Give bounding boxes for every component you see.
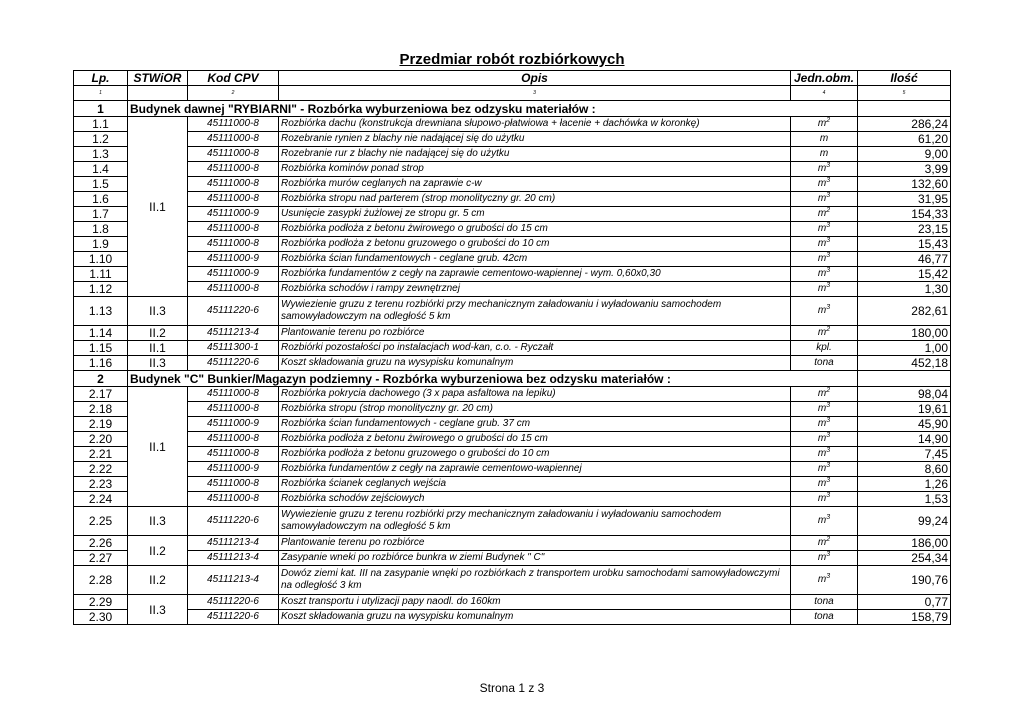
table-row — [74, 252, 951, 267]
unit-label: m — [817, 448, 827, 459]
item-number: 1.4 — [74, 162, 128, 177]
cpv-code: 45111213-4 — [188, 536, 279, 551]
unit-label: m — [817, 463, 827, 474]
item-number: 1.6 — [74, 192, 128, 207]
unit-cell — [791, 222, 858, 237]
unit-exponent: 3 — [826, 447, 831, 454]
table-row — [74, 566, 951, 595]
item-description: Rozbiórka schodów i rampy zewnętrznej — [279, 282, 791, 297]
header-ilosc: Ilość — [858, 71, 951, 86]
item-number: 2.28 — [74, 566, 128, 595]
demolition-bill-table — [73, 70, 951, 625]
item-number: 2.19 — [74, 417, 128, 432]
quantity: 254,34 — [858, 551, 951, 566]
item-number: 2.23 — [74, 477, 128, 492]
item-number: 1.7 — [74, 207, 128, 222]
item-number: 1.15 — [74, 341, 128, 356]
table-row — [74, 462, 951, 477]
item-number: 2.25 — [74, 507, 128, 536]
table-body — [74, 101, 951, 625]
item-number: 1.3 — [74, 147, 128, 162]
quantity: 23,15 — [858, 222, 951, 237]
quantity: 8,60 — [858, 462, 951, 477]
unit-cell — [791, 492, 858, 507]
unit-cell — [791, 432, 858, 447]
unit-cell — [791, 507, 858, 536]
cpv-code: 45111000-8 — [188, 222, 279, 237]
item-number: 1.12 — [74, 282, 128, 297]
section-qty-cell — [858, 101, 951, 117]
unit-label: m — [817, 478, 827, 489]
cpv-code: 45111000-9 — [188, 417, 279, 432]
unit-cell — [791, 341, 858, 356]
unit-cell — [791, 477, 858, 492]
unit-exponent: 3 — [826, 267, 831, 274]
table-row — [74, 222, 951, 237]
table-row — [74, 417, 951, 432]
cpv-code: 45111000-9 — [188, 252, 279, 267]
quantity: 1,30 — [858, 282, 951, 297]
unit-exponent: 3 — [826, 252, 831, 259]
unit-cell — [791, 237, 858, 252]
unit-exponent: 3 — [826, 551, 831, 558]
unit-label: m — [817, 268, 827, 279]
item-description: Rozbiórka ścianek ceglanych wejścia — [279, 477, 791, 492]
column-number-row — [74, 86, 951, 101]
table-row — [74, 610, 951, 625]
item-number: 1.8 — [74, 222, 128, 237]
item-number: 1.13 — [74, 297, 128, 326]
table-row — [74, 207, 951, 222]
table-row — [74, 492, 951, 507]
table-row — [74, 177, 951, 192]
item-number: 2.20 — [74, 432, 128, 447]
cpv-code: 45111000-8 — [188, 177, 279, 192]
unit-exponent: 3 — [826, 282, 831, 289]
quantity: 1,00 — [858, 341, 951, 356]
unit-cell — [791, 282, 858, 297]
unit-cell — [791, 417, 858, 432]
header-lp: Lp. — [74, 71, 128, 86]
unit-cell — [791, 356, 858, 371]
unit-label: m — [817, 327, 827, 338]
item-number: 2.22 — [74, 462, 128, 477]
section-title: Budynek "C" Bunkier/Magazyn podziemny - Rozbórka wyburzeniowa bez odzysku materiałów : — [128, 371, 858, 387]
header-kod-cpv: Kod CPV — [188, 71, 279, 86]
unit-label: m — [817, 118, 827, 129]
unit-cell — [791, 207, 858, 222]
quantity: 0,77 — [858, 595, 951, 610]
unit-label: m — [817, 418, 827, 429]
quantity: 158,79 — [858, 610, 951, 625]
unit-label: m — [819, 133, 829, 144]
table-row — [74, 132, 951, 147]
quantity: 190,76 — [858, 566, 951, 595]
cpv-code: 45111000-8 — [188, 492, 279, 507]
item-description: Plantowanie terenu po rozbiórce — [279, 326, 791, 341]
unit-label: tona — [814, 357, 834, 368]
item-description: Rozbiórka murów ceglanych na zaprawie c-w — [279, 177, 791, 192]
item-description: Koszt składowania gruzu na wysypisku komunalnym — [279, 610, 791, 625]
cpv-code: 45111000-8 — [188, 432, 279, 447]
quantity: 286,24 — [858, 117, 951, 132]
cpv-code: 45111000-8 — [188, 402, 279, 417]
item-number: 2.29 — [74, 595, 128, 610]
header-opis: Opis — [279, 71, 791, 86]
item-description: Rozbiórka fundamentów z cegły na zaprawie cementowo-wapiennej - wym. 0,60x0,30 — [279, 267, 791, 282]
item-number: 2.18 — [74, 402, 128, 417]
cpv-code: 45111000-8 — [188, 447, 279, 462]
cpv-code: 45111000-9 — [188, 267, 279, 282]
item-description: Usunięcie zasypki żużlowej ze stropu gr. 5 cm — [279, 207, 791, 222]
unit-cell — [791, 462, 858, 477]
unit-cell — [791, 402, 858, 417]
item-number: 2.24 — [74, 492, 128, 507]
unit-exponent: 2 — [826, 326, 831, 333]
unit-exponent: 3 — [826, 222, 831, 229]
unit-cell — [791, 132, 858, 147]
unit-cell — [791, 252, 858, 267]
unit-exponent: 3 — [826, 573, 831, 580]
cpv-code: 45111000-8 — [188, 192, 279, 207]
unit-label: m — [817, 537, 827, 548]
section-qty-cell — [858, 371, 951, 387]
section-number: 1 — [74, 101, 128, 117]
item-description: Zasypanie wneki po rozbiórce bunkra w ziemi Budynek " C" — [279, 551, 791, 566]
unit-label: m — [817, 253, 827, 264]
table-row — [74, 432, 951, 447]
item-description: Wywiezienie gruzu z terenu rozbiórki przy mechanicznym załadowaniu i wyładowaniu samochodem samowyładowczym na odległość 5 km — [279, 507, 791, 536]
unit-label: m — [817, 515, 827, 526]
quantity: 15,43 — [858, 237, 951, 252]
cpv-code: 45111000-8 — [188, 237, 279, 252]
column-number: 5 — [858, 86, 951, 101]
unit-exponent: 3 — [826, 177, 831, 184]
unit-cell — [791, 326, 858, 341]
unit-exponent: 3 — [826, 304, 831, 311]
table-row — [74, 387, 951, 402]
unit-exponent: 2 — [826, 207, 831, 214]
stwior-code: II.3 — [128, 297, 188, 326]
quantity: 7,45 — [858, 447, 951, 462]
quantity: 46,77 — [858, 252, 951, 267]
unit-cell — [791, 192, 858, 207]
stwior-code: II.2 — [128, 326, 188, 341]
item-description: Koszt składowania gruzu na wysypisku komunalnym — [279, 356, 791, 371]
unit-label: kpl. — [816, 342, 832, 353]
table-row — [74, 282, 951, 297]
unit-label: m — [817, 388, 827, 399]
unit-label: tona — [814, 611, 834, 622]
item-description: Rozebranie rur z blachy nie nadającej się do użytku — [279, 147, 791, 162]
cpv-code: 45111213-4 — [188, 566, 279, 595]
item-description: Rozbiórka stropu nad parterem (strop monolityczny gr. 20 cm) — [279, 192, 791, 207]
cpv-code: 45111300-1 — [188, 341, 279, 356]
unit-label: m — [817, 433, 827, 444]
quantity: 282,61 — [858, 297, 951, 326]
section-number: 2 — [74, 371, 128, 387]
item-description: Plantowanie terenu po rozbiórce — [279, 536, 791, 551]
column-number — [128, 86, 188, 101]
unit-exponent: 3 — [826, 492, 831, 499]
unit-exponent: 3 — [826, 192, 831, 199]
item-description: Rozbiórka ścian fundamentowych - ceglane grub. 42cm — [279, 252, 791, 267]
stwior-code: II.1 — [128, 341, 188, 356]
cpv-code: 45111220-6 — [188, 507, 279, 536]
item-description: Rozbiórka ścian fundamentowych - ceglane grub. 37 cm — [279, 417, 791, 432]
item-description: Rozbiórka podłoża z betonu żwirowego o grubości do 15 cm — [279, 432, 791, 447]
unit-cell — [791, 297, 858, 326]
stwior-code: II.2 — [128, 566, 188, 595]
table-row — [74, 595, 951, 610]
quantity: 61,20 — [858, 132, 951, 147]
item-number: 1.1 — [74, 117, 128, 132]
quantity: 1,53 — [858, 492, 951, 507]
unit-exponent: 3 — [826, 402, 831, 409]
quantity: 1,26 — [858, 477, 951, 492]
cpv-code: 45111000-9 — [188, 207, 279, 222]
quantity: 15,42 — [858, 267, 951, 282]
quantity: 31,95 — [858, 192, 951, 207]
item-number: 2.26 — [74, 536, 128, 551]
column-number: 3 — [279, 86, 791, 101]
unit-cell — [791, 162, 858, 177]
table-row — [74, 536, 951, 551]
item-description: Rozbiórka dachu (konstrukcja drewniana słupowo-płatwiowa + łacenie + dachówka w koronkę) — [279, 117, 791, 132]
page-number: Strona 1 z 3 — [479, 681, 545, 695]
unit-exponent: 2 — [826, 387, 831, 394]
stwior-code: II.1 — [128, 117, 188, 297]
table-row — [74, 402, 951, 417]
item-number: 1.9 — [74, 237, 128, 252]
item-number: 1.5 — [74, 177, 128, 192]
cpv-code: 45111213-4 — [188, 326, 279, 341]
item-number: 2.27 — [74, 551, 128, 566]
item-description: Rozbiórka stropu (strop monolityczny gr. 20 cm) — [279, 402, 791, 417]
header-jedn-obm: Jedn.obm. — [791, 71, 858, 86]
column-number: 2 — [188, 86, 279, 101]
unit-exponent: 3 — [826, 162, 831, 169]
header-row — [74, 71, 951, 86]
cpv-code: 45111000-8 — [188, 477, 279, 492]
unit-label: tona — [814, 596, 834, 607]
item-number: 1.11 — [74, 267, 128, 282]
cpv-code: 45111000-9 — [188, 462, 279, 477]
column-number: 1 — [74, 86, 128, 101]
unit-cell — [791, 267, 858, 282]
unit-label: m — [819, 148, 829, 159]
unit-cell — [791, 177, 858, 192]
cpv-code: 45111000-8 — [188, 162, 279, 177]
unit-label: m — [817, 223, 827, 234]
quantity: 180,00 — [858, 326, 951, 341]
unit-exponent: 3 — [826, 462, 831, 469]
item-description: Koszt transportu i utylizacji papy naodl. do 160km — [279, 595, 791, 610]
unit-cell — [791, 551, 858, 566]
unit-label: m — [817, 178, 827, 189]
cpv-code: 45111220-6 — [188, 356, 279, 371]
section-row — [74, 371, 951, 387]
quantity: 45,90 — [858, 417, 951, 432]
table-row — [74, 147, 951, 162]
item-description: Rozbiórka pokrycia dachowego (3 x papa asfaltowa na lepiku) — [279, 387, 791, 402]
quantity: 19,61 — [858, 402, 951, 417]
item-description: Rozebranie rynien z blachy nie nadającej się do użytku — [279, 132, 791, 147]
unit-exponent: 3 — [826, 477, 831, 484]
table-row — [74, 192, 951, 207]
stwior-code: II.3 — [128, 507, 188, 536]
stwior-code: II.2 — [128, 536, 188, 566]
table-row — [74, 267, 951, 282]
table-row — [74, 447, 951, 462]
item-description: Dowóz ziemi kat. III na zasypanie wnęki po rozbiórkach z transportem urobku samochodami samowyładowczymi na odległość 3 km — [279, 566, 791, 595]
unit-cell — [791, 610, 858, 625]
unit-label: m — [817, 574, 827, 585]
unit-cell — [791, 447, 858, 462]
table-row — [74, 341, 951, 356]
quantity: 98,04 — [858, 387, 951, 402]
table-row — [74, 117, 951, 132]
unit-label: m — [817, 305, 827, 316]
column-number: 4 — [791, 86, 858, 101]
item-number: 1.14 — [74, 326, 128, 341]
unit-label: m — [817, 493, 827, 504]
table-row — [74, 356, 951, 371]
cpv-code: 45111213-4 — [188, 551, 279, 566]
table-row — [74, 162, 951, 177]
table-row — [74, 551, 951, 566]
unit-exponent: 3 — [826, 417, 831, 424]
cpv-code: 45111220-6 — [188, 297, 279, 326]
item-description: Rozbiórka fundamentów z cegły na zaprawie cementowo-wapiennej — [279, 462, 791, 477]
unit-exponent: 2 — [826, 117, 831, 124]
cpv-code: 45111000-8 — [188, 132, 279, 147]
item-number: 1.10 — [74, 252, 128, 267]
quantity: 14,90 — [858, 432, 951, 447]
unit-label: m — [817, 283, 827, 294]
item-description: Wywiezienie gruzu z terenu rozbiórki przy mechanicznym załadowaniu i wyładowaniu samochodem samowyładowczym na odległość 5 km — [279, 297, 791, 326]
quantity: 154,33 — [858, 207, 951, 222]
quantity: 99,24 — [858, 507, 951, 536]
cpv-code: 45111000-8 — [188, 147, 279, 162]
unit-label: m — [817, 208, 827, 219]
unit-label: m — [817, 238, 827, 249]
cpv-code: 45111220-6 — [188, 595, 279, 610]
unit-cell — [791, 117, 858, 132]
unit-label: m — [817, 193, 827, 204]
unit-cell — [791, 387, 858, 402]
quantity: 452,18 — [858, 356, 951, 371]
unit-exponent: 3 — [826, 432, 831, 439]
item-number: 1.16 — [74, 356, 128, 371]
section-row — [74, 101, 951, 117]
unit-cell — [791, 147, 858, 162]
quantity: 186,00 — [858, 536, 951, 551]
item-description: Rozbiórki pozostałości po instalacjach wod-kan, c.o. - Ryczałt — [279, 341, 791, 356]
unit-label: m — [817, 163, 827, 174]
cpv-code: 45111000-8 — [188, 387, 279, 402]
stwior-code: II.3 — [128, 595, 188, 625]
quantity: 9,00 — [858, 147, 951, 162]
unit-label: m — [817, 552, 827, 563]
quantity: 3,99 — [858, 162, 951, 177]
item-description: Rozbiórka kominów ponad strop — [279, 162, 791, 177]
table-row — [74, 477, 951, 492]
table-row — [74, 507, 951, 536]
quantity: 132,60 — [858, 177, 951, 192]
item-description: Rozbiórka podłoża z betonu gruzowego o grubości do 10 cm — [279, 447, 791, 462]
item-description: Rozbiórka podłoża z betonu żwirowego o grubości do 15 cm — [279, 222, 791, 237]
item-description: Rozbiórka schodów zejściowych — [279, 492, 791, 507]
unit-label: m — [817, 403, 827, 414]
item-number: 1.2 — [74, 132, 128, 147]
unit-cell — [791, 595, 858, 610]
unit-cell — [791, 536, 858, 551]
document-title: Przedmiar robót rozbiórkowych — [399, 51, 625, 68]
table-row — [74, 237, 951, 252]
table-row — [74, 326, 951, 341]
cpv-code: 45111220-6 — [188, 610, 279, 625]
table-row — [74, 297, 951, 326]
cpv-code: 45111000-8 — [188, 282, 279, 297]
unit-exponent: 2 — [826, 536, 831, 543]
cpv-code: 45111000-8 — [188, 117, 279, 132]
stwior-code: II.1 — [128, 387, 188, 507]
section-title: Budynek dawnej "RYBIARNI" - Rozbórka wyburzeniowa bez odzysku materiałów : — [128, 101, 858, 117]
item-description: Rozbiórka podłoża z betonu gruzowego o grubości do 10 cm — [279, 237, 791, 252]
unit-cell — [791, 566, 858, 595]
unit-exponent: 3 — [826, 237, 831, 244]
unit-exponent: 3 — [826, 514, 831, 521]
stwior-code: II.3 — [128, 356, 188, 371]
item-number: 2.21 — [74, 447, 128, 462]
item-number: 2.30 — [74, 610, 128, 625]
item-number: 2.17 — [74, 387, 128, 402]
header-stwior: STWiOR — [128, 71, 188, 86]
